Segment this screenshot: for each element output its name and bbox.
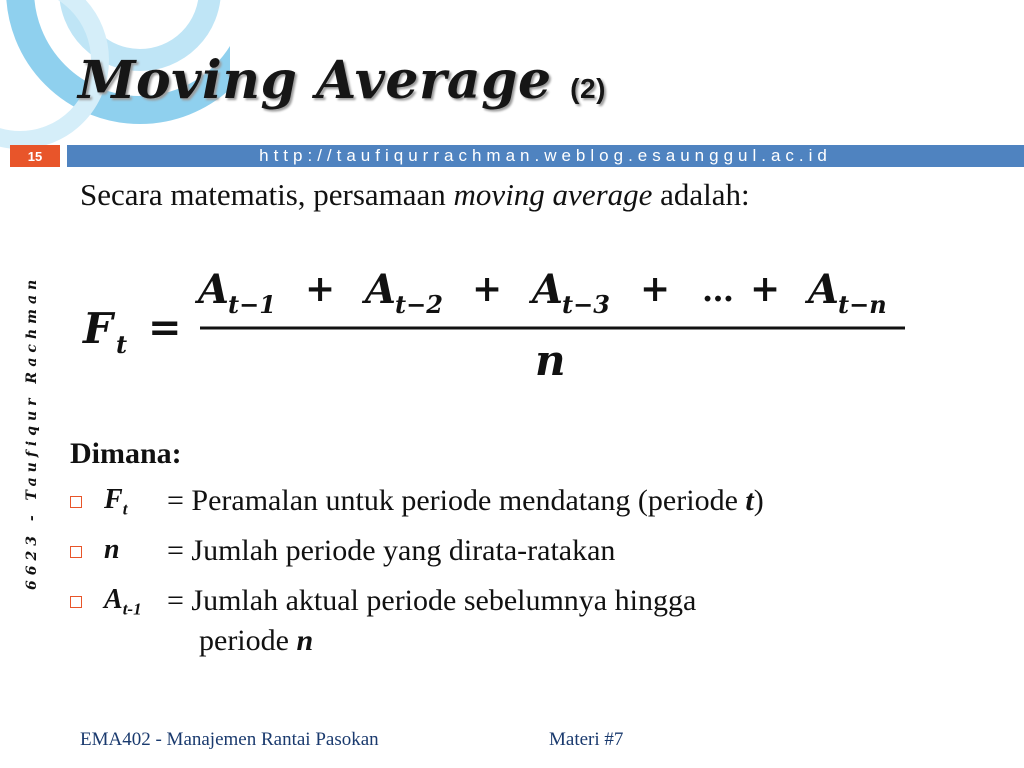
author-vertical-label <box>15 280 45 590</box>
intro-text <box>80 175 964 215</box>
definition-list <box>70 482 1020 672</box>
definition-text: = Jumlah aktual periode sebelumnya hingga <box>167 584 697 617</box>
formula-ellipsis: … <box>702 271 734 309</box>
formula-term-n: A <box>808 266 840 313</box>
formula-plus-2: + <box>472 268 503 310</box>
bullet-icon <box>70 496 82 508</box>
definition-line2-main: periode <box>199 624 297 657</box>
formula-term-3-sub: t−3 <box>562 290 610 319</box>
footer-materi: Materi #7 <box>549 729 624 750</box>
definition-text: = Jumlah periode yang dirata-ratakan <box>167 534 616 567</box>
symbol-sub: t <box>122 499 128 519</box>
formula-term-1: A <box>198 266 230 313</box>
formula-plus-4: + <box>750 268 781 310</box>
formula-term-2: A <box>365 266 397 313</box>
formula-term-2-sub: t−2 <box>395 290 443 319</box>
page-title <box>78 50 606 111</box>
definition-item-at <box>70 582 1020 672</box>
definition-symbol <box>104 484 127 520</box>
formula-term-3: A <box>532 266 564 313</box>
author-vertical-text: 6623 - Taufiqur Rachman <box>24 280 40 590</box>
bullet-icon <box>70 546 82 558</box>
intro-prefix: Secara matematis, persamaan <box>80 177 446 212</box>
definition-text-main: = Peramalan untuk periode mendatang (periode <box>167 484 746 517</box>
definition-line2-emph: n <box>296 624 314 657</box>
formula-denominator: n <box>535 336 566 385</box>
definition-symbol: n <box>104 534 120 565</box>
bullet-icon <box>70 596 82 608</box>
formula-term-1-sub: t−1 <box>228 290 276 319</box>
definition-text-after: ) <box>753 484 764 517</box>
url-text: http://taufiqurrachman.weblog.esaunggul.ac.id <box>259 146 832 165</box>
intro-suffix: adalah: <box>660 177 750 212</box>
symbol-sub: t-1 <box>122 599 142 619</box>
symbol-base: F <box>104 484 123 515</box>
intro-emphasis: moving average <box>453 177 653 212</box>
title-text: Moving Average <box>78 50 552 111</box>
definition-item-n <box>70 532 1020 582</box>
moving-average-formula <box>80 265 920 385</box>
formula-lhs-sub: t <box>116 330 128 359</box>
formula-equals: = <box>148 304 182 351</box>
footer-course: EMA402 - Manajemen Rantai Pasokan <box>80 729 379 750</box>
definition-symbol <box>104 584 142 620</box>
title-suffix: (2) <box>570 73 606 104</box>
definition-text <box>167 484 764 518</box>
formula-term-n-sub: t−n <box>838 290 887 319</box>
url-bar <box>67 145 1024 167</box>
definition-item-ft <box>70 482 1020 532</box>
slide-number: 15 <box>10 145 60 167</box>
formula-plus-1: + <box>305 268 336 310</box>
formula-plus-3: + <box>640 268 671 310</box>
definition-emph: t <box>745 484 754 517</box>
dimana-label: Dimana: <box>70 437 182 470</box>
symbol-base: A <box>104 584 123 615</box>
definition-text-line2 <box>199 624 313 658</box>
formula-lhs: F <box>83 304 113 353</box>
